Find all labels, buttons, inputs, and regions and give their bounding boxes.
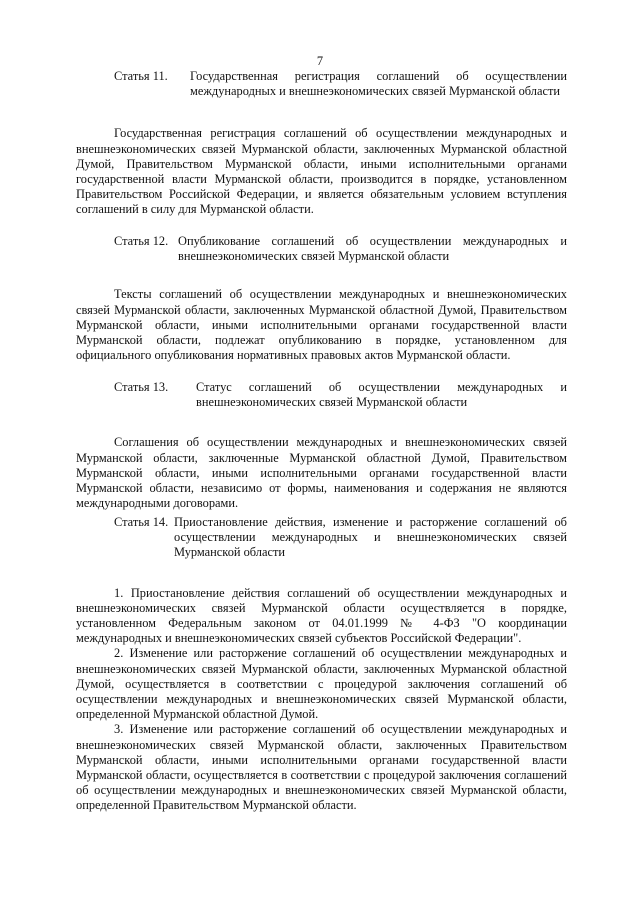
article-heading <box>76 234 567 264</box>
article-title: Опубликование соглашений об осуществлении международных и внешнеэкономических связей Мурманской области <box>178 234 567 264</box>
article-body <box>76 287 567 363</box>
article-heading <box>76 515 567 561</box>
article-heading <box>76 69 567 99</box>
article-body <box>76 435 567 511</box>
article-title: Статус соглашений об осуществлении международных и внешнеэкономических связей Мурманской области <box>196 380 567 410</box>
article-paragraph: 2. Изменение или расторжение соглашений об осуществлении международных и внешнеэкономических связей Мурманской области, заключенных Мурманской областной Думой, осуществляется в соответствии с процедурой заключения соглашений об осуществлении международных и внешнеэкономических связей Мурманской области, определенной Мурманской областной Думой. <box>76 646 567 722</box>
article-heading <box>76 380 567 410</box>
article-number: Статья 13. <box>114 380 169 394</box>
article-number: Статья 14. <box>114 515 169 529</box>
article-paragraph: 3. Изменение или расторжение соглашений об осуществлении международных и внешнеэкономических связей Мурманской области, заключенных Правительством Мурманской области, иными исполнительными органами государственной власти Мурманской области, осуществляется в соответствии с процедурой заключения соглашений об осуществлении международных и внешнеэкономических связей Мурманской области, определенной Правительством Мурманской области. <box>76 722 567 813</box>
article-14 <box>76 515 567 814</box>
article-paragraph: Государственная регистрация соглашений об осуществлении международных и внешнеэкономических связей Мурманской области, заключенных Мурманской областной Думой, Правительством Мурманской области, иными исполнительными органами государственной власти Мурманской области, производится в порядке, установленном Правительством Российской Федерации, и является обязательным условием вступления соглашений в силу для Мурманской области. <box>76 126 567 217</box>
article-13 <box>76 380 567 511</box>
article-title: Приостановление действия, изменение и расторжение соглашений об осуществлении международных и внешнеэкономических связей Мурманской области <box>174 515 567 560</box>
article-11 <box>76 69 567 218</box>
article-number: Статья 12. <box>114 234 169 248</box>
article-paragraph: 1. Приостановление действия соглашений об осуществлении международных и внешнеэкономических связей Мурманской области осуществляется в порядке, установленном Федеральным законом от 04.01.1999 № 4-ФЗ "О координации международных и внешнеэкономических связей субъектов Российской Федерации". <box>76 585 567 646</box>
page-number: 7 <box>316 54 324 68</box>
article-12 <box>76 234 567 363</box>
article-body <box>76 586 567 814</box>
article-title: Государственная регистрация соглашений об осуществлении международных и внешнеэкономических связей Мурманской области <box>190 69 567 99</box>
article-paragraph: Тексты соглашений об осуществлении международных и внешнеэкономических связей Мурманской области, заключенных Мурманской областной Думой, Правительством Мурманской области, иными исполнительными органами государственной власти Мурманской области, подлежат опубликованию в порядке, установленном для официального опубликования нормативных правовых актов Мурманской области. <box>76 287 567 363</box>
article-paragraph: Соглашения об осуществлении международных и внешнеэкономических связей Мурманской области, заключенные Мурманской областной Думой, Правительством Мурманской области, иными исполнительными органами государственной власти Мурманской области, независимо от формы, наименования и содержания не являются международными договорами. <box>76 435 567 511</box>
article-body <box>76 126 567 217</box>
article-number: Статья 11. <box>114 69 168 83</box>
